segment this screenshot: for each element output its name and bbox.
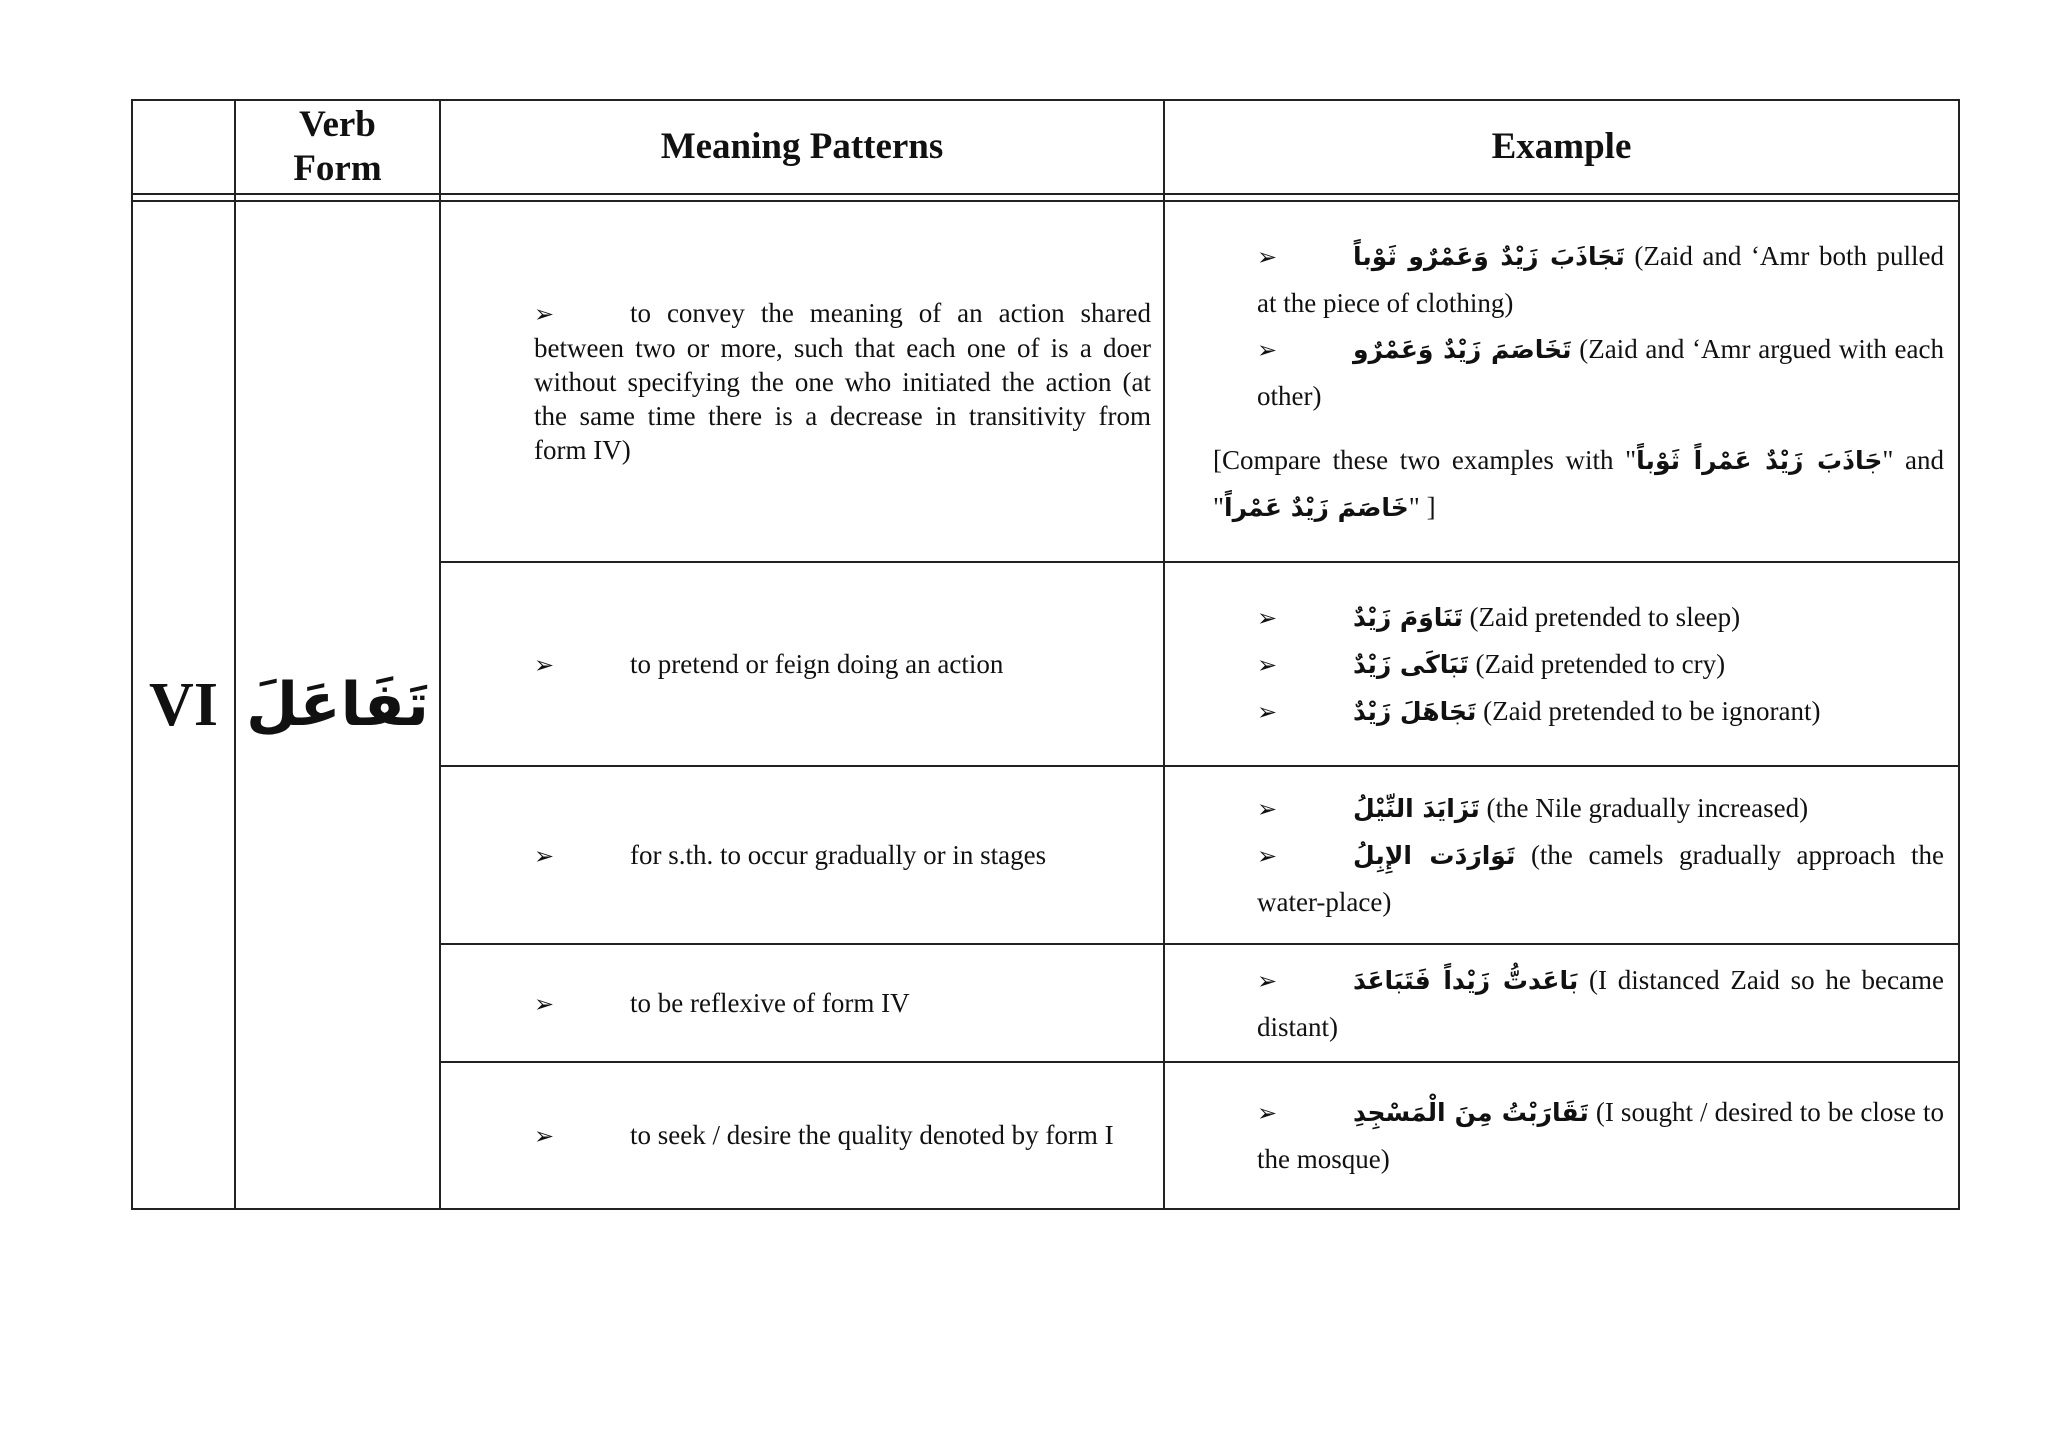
- arrow-bullet-icon: ➢: [1257, 966, 1278, 995]
- meaning-label: to pretend or feign doing an action: [630, 648, 1004, 679]
- arrow-bullet-icon: ➢: [1257, 603, 1278, 632]
- table: [131, 99, 1960, 1210]
- meaning-text: [534, 647, 1151, 682]
- example-item: [1257, 785, 1944, 832]
- compare-prefix: [Compare these two examples with ": [1213, 444, 1637, 475]
- arrow-bullet-icon: ➢: [1257, 335, 1278, 364]
- example-english: (Zaid and ‘Amr both pulled at the piece of clothing): [1257, 240, 1944, 318]
- example-item: [1257, 233, 1944, 326]
- example-cell: [1164, 562, 1959, 766]
- meaning-label: to seek / desire the quality denoted by form I: [630, 1120, 1114, 1150]
- arrow-bullet-icon: ➢: [534, 841, 555, 870]
- form-number: VI: [132, 201, 235, 1209]
- example-cell: [1164, 766, 1959, 944]
- example-item: [1257, 688, 1944, 735]
- rule-cell: [235, 194, 440, 201]
- arrow-bullet-icon: ➢: [534, 650, 555, 679]
- meaning-cell: [440, 1062, 1164, 1209]
- header-meaning-patterns: Meaning Patterns: [440, 100, 1164, 194]
- table-row: [132, 201, 1959, 562]
- example-arabic: تَخَاصَمَ زَيْدٌ وَعَمْرٌو: [1353, 334, 1572, 364]
- meaning-cell: [440, 944, 1164, 1062]
- rule-cell: [132, 194, 235, 201]
- verb-form-table: [131, 99, 1958, 1174]
- example-cell: [1164, 201, 1959, 562]
- header-verb-form-line1: Verb: [299, 104, 376, 145]
- example-arabic: تَبَاكَى زَيْدٌ: [1353, 649, 1469, 679]
- header-double-rule: [132, 194, 1959, 201]
- meaning-text: [534, 838, 1151, 873]
- arrow-bullet-icon: ➢: [1257, 650, 1278, 679]
- example-arabic: تَقَارَبْتُ مِنَ الْمَسْجِدِ: [1353, 1098, 1589, 1127]
- arrow-bullet-icon: ➢: [1257, 795, 1278, 823]
- compare-middle: " and ": [1213, 444, 1945, 522]
- meaning-label: to be reflexive of form IV: [630, 987, 910, 1018]
- example-item: [1257, 1089, 1944, 1182]
- meaning-text: [534, 986, 1151, 1021]
- example-english: (I distanced Zaid so he became distant): [1257, 964, 1944, 1042]
- example-english: (Zaid pretended to sleep): [1469, 601, 1741, 632]
- example-arabic: تَزَايَدَ النِّيْلُ: [1353, 794, 1480, 823]
- arrow-bullet-icon: ➢: [534, 1122, 555, 1150]
- example-item: [1257, 326, 1944, 419]
- header-row: [132, 100, 1959, 194]
- example-cell: [1164, 944, 1959, 1062]
- example-english: (Zaid pretended to be ignorant): [1483, 695, 1821, 726]
- example-arabic: تَجَاذَبَ زَيْدٌ وَعَمْرٌو ثَوْباً: [1353, 241, 1625, 271]
- example-arabic: بَاعَدتُّ زَيْداً فَتَبَاعَدَ: [1353, 965, 1579, 995]
- compare-suffix: " ]: [1408, 491, 1436, 522]
- meaning-label: to convey the meaning of an action shared between two or more, such that each one of is a doer without specifying the one who initiated the action (at the same time there is a decrease in transitivity from form IV): [534, 298, 1151, 465]
- example-arabic: تَنَاوَمَ زَيْدٌ: [1353, 602, 1463, 632]
- arrow-bullet-icon: ➢: [1257, 842, 1278, 870]
- compare-arabic-1: جَاذَبَ زَيْدٌ عَمْراً ثَوْباً: [1636, 445, 1883, 475]
- arrow-bullet-icon: ➢: [1257, 1099, 1278, 1127]
- example-arabic: تَجَاهَلَ زَيْدٌ: [1353, 696, 1477, 726]
- example-english: (the camels gradually approach the water-place): [1257, 840, 1944, 917]
- example-item: [1257, 594, 1944, 641]
- example-english: (I sought / desired to be close to the mosque): [1257, 1097, 1945, 1174]
- arrow-bullet-icon: ➢: [1257, 242, 1278, 271]
- rule-cell: [1164, 194, 1959, 201]
- compare-note: [1213, 437, 1944, 531]
- arrow-bullet-icon: ➢: [534, 300, 555, 328]
- meaning-cell: [440, 766, 1164, 944]
- meaning-text: [534, 296, 1151, 467]
- meaning-cell: [440, 201, 1164, 562]
- rule-cell: [440, 194, 1164, 201]
- compare-arabic-2: خَاصَمَ زَيْدٌ عَمْراً: [1224, 492, 1409, 522]
- example-cell: [1164, 1062, 1959, 1209]
- header-verb-form-line2: Form: [293, 148, 382, 189]
- form-arabic: تَفَاعَلَ: [235, 201, 440, 1209]
- example-english: (Zaid pretended to cry): [1475, 648, 1726, 679]
- arrow-bullet-icon: ➢: [1257, 697, 1278, 726]
- example-item: [1257, 641, 1944, 688]
- meaning-cell: [440, 562, 1164, 766]
- example-english: (the Nile gradually increased): [1486, 793, 1809, 823]
- example-arabic: تَوَارَدَت الإِبِلُ: [1353, 841, 1516, 870]
- example-item: [1257, 832, 1944, 925]
- meaning-label: for s.th. to occur gradually or in stages: [630, 839, 1047, 870]
- example-item: [1257, 957, 1944, 1050]
- example-english: (Zaid and ‘Amr argued with each other): [1257, 333, 1944, 411]
- header-form-number: [132, 100, 235, 194]
- header-example: Example: [1164, 100, 1959, 194]
- header-verb-form: [235, 100, 440, 194]
- meaning-text: [534, 1118, 1151, 1153]
- arrow-bullet-icon: ➢: [534, 989, 555, 1018]
